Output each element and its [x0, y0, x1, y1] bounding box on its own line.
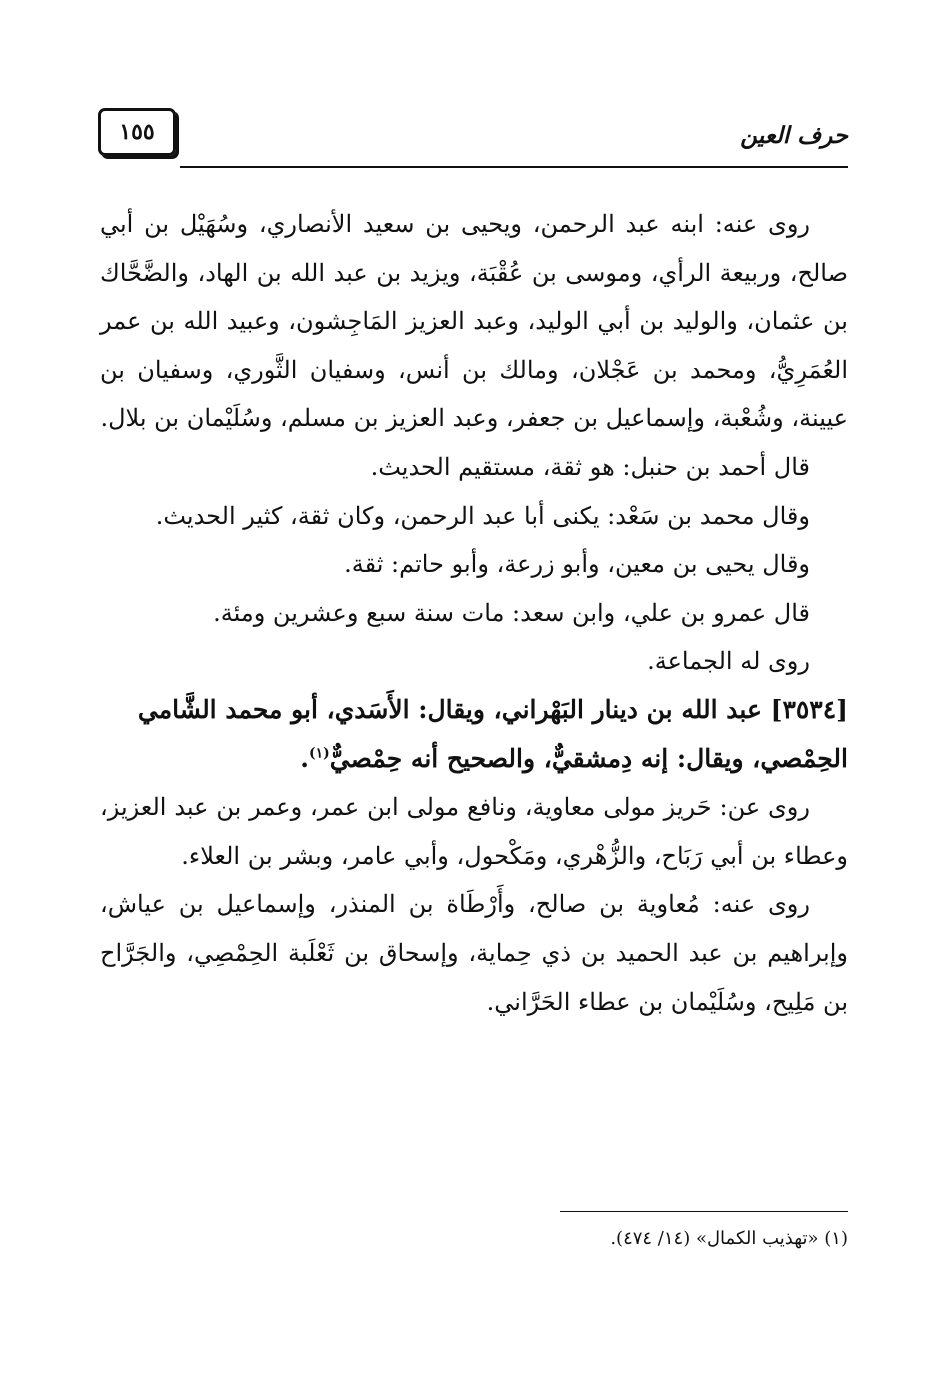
main-text	[100, 200, 848, 1026]
footnote: (١) «تهذيب الكمال» (١٤/ ٤٧٤).	[610, 1228, 848, 1249]
running-title: حرف العين	[740, 122, 848, 149]
paragraph: روى عن: حَريز مولى معاوية، ونافع مولى ابن عمر، وعمر بن عبد العزيز، وعطاء بن أبي رَبَاح، والزُّهْري، ومَكْحول، وأبي عامر، وبشر بن العلاء.	[100, 793, 848, 870]
paragraph: قال أحمد بن حنبل: هو ثقة، مستقيم الحديث.	[370, 452, 810, 481]
paragraph: روى عنه: ابنه عبد الرحمن، ويحيى بن سعيد الأنصاري، وسُهَيْل بن أبي صالح، وربيعة الرأي، وموسى بن عُقْبَة، ويزيد بن عبد الله بن الهاد، والضَّحَّاك بن عثمان، والوليد بن أبي الوليد، وعبد العزيز المَاجِشون، وعبيد الله بن عمر العُمَرِيُّ، ومحمد بن عَجْلان، ومالك بن أنس، وسفيان الثَّوري، وسفيان بن عيينة، وشُعْبة، وإسماعيل بن جعفر، وعبد العزيز بن مسلم، وسُلَيْمان بن بلال.	[100, 210, 848, 433]
paragraph: قال عمرو بن علي، وابن سعد: مات سنة سبع وعشرين ومئة.	[213, 598, 810, 627]
paragraph: وقال محمد بن سَعْد: يكنى أبا عبد الرحمن، وكان ثقة، كثير الحديث.	[155, 501, 810, 530]
footnote-rule	[560, 1211, 848, 1212]
entry-end-mark: .	[300, 743, 310, 773]
entry-title-line2-wrap	[100, 735, 848, 784]
header-rule	[180, 166, 848, 168]
page-number-box	[98, 108, 176, 156]
entry-number: [٣٥٣٤]	[770, 694, 848, 724]
footnote-reference[interactable]: (١)	[309, 745, 330, 762]
entry-title-line1: عبد الله بن دينار البَهْراني، ويقال: الأَسَدي، أبو محمد الشَّامي	[137, 694, 762, 724]
paragraph: وقال يحيى بن معين، وأبو زرعة، وأبو حاتم: ثقة.	[344, 550, 810, 579]
paragraph: روى عنه: مُعاوية بن صالح، وأَرْطَاة بن المنذر، وإسماعيل بن عياش، وإبراهيم بن عبد الحميد بن ذي حِماية، وإسحاق بن ثَعْلَبة الحِمْصِي، والجَرَّاح بن مَلِيح، وسُلَيْمان بن عطاء الحَرَّاني.	[100, 890, 848, 1016]
paragraph: روى له الجماعة.	[647, 647, 810, 676]
entry-title-line2: الحِمْصي، ويقال: إنه دِمشقيٌّ، والصحيح أنه حِمْصيٌّ	[329, 743, 848, 773]
biography-entry-heading	[100, 686, 848, 783]
page-header	[98, 108, 848, 170]
page-number: ١٥٥	[119, 119, 155, 145]
